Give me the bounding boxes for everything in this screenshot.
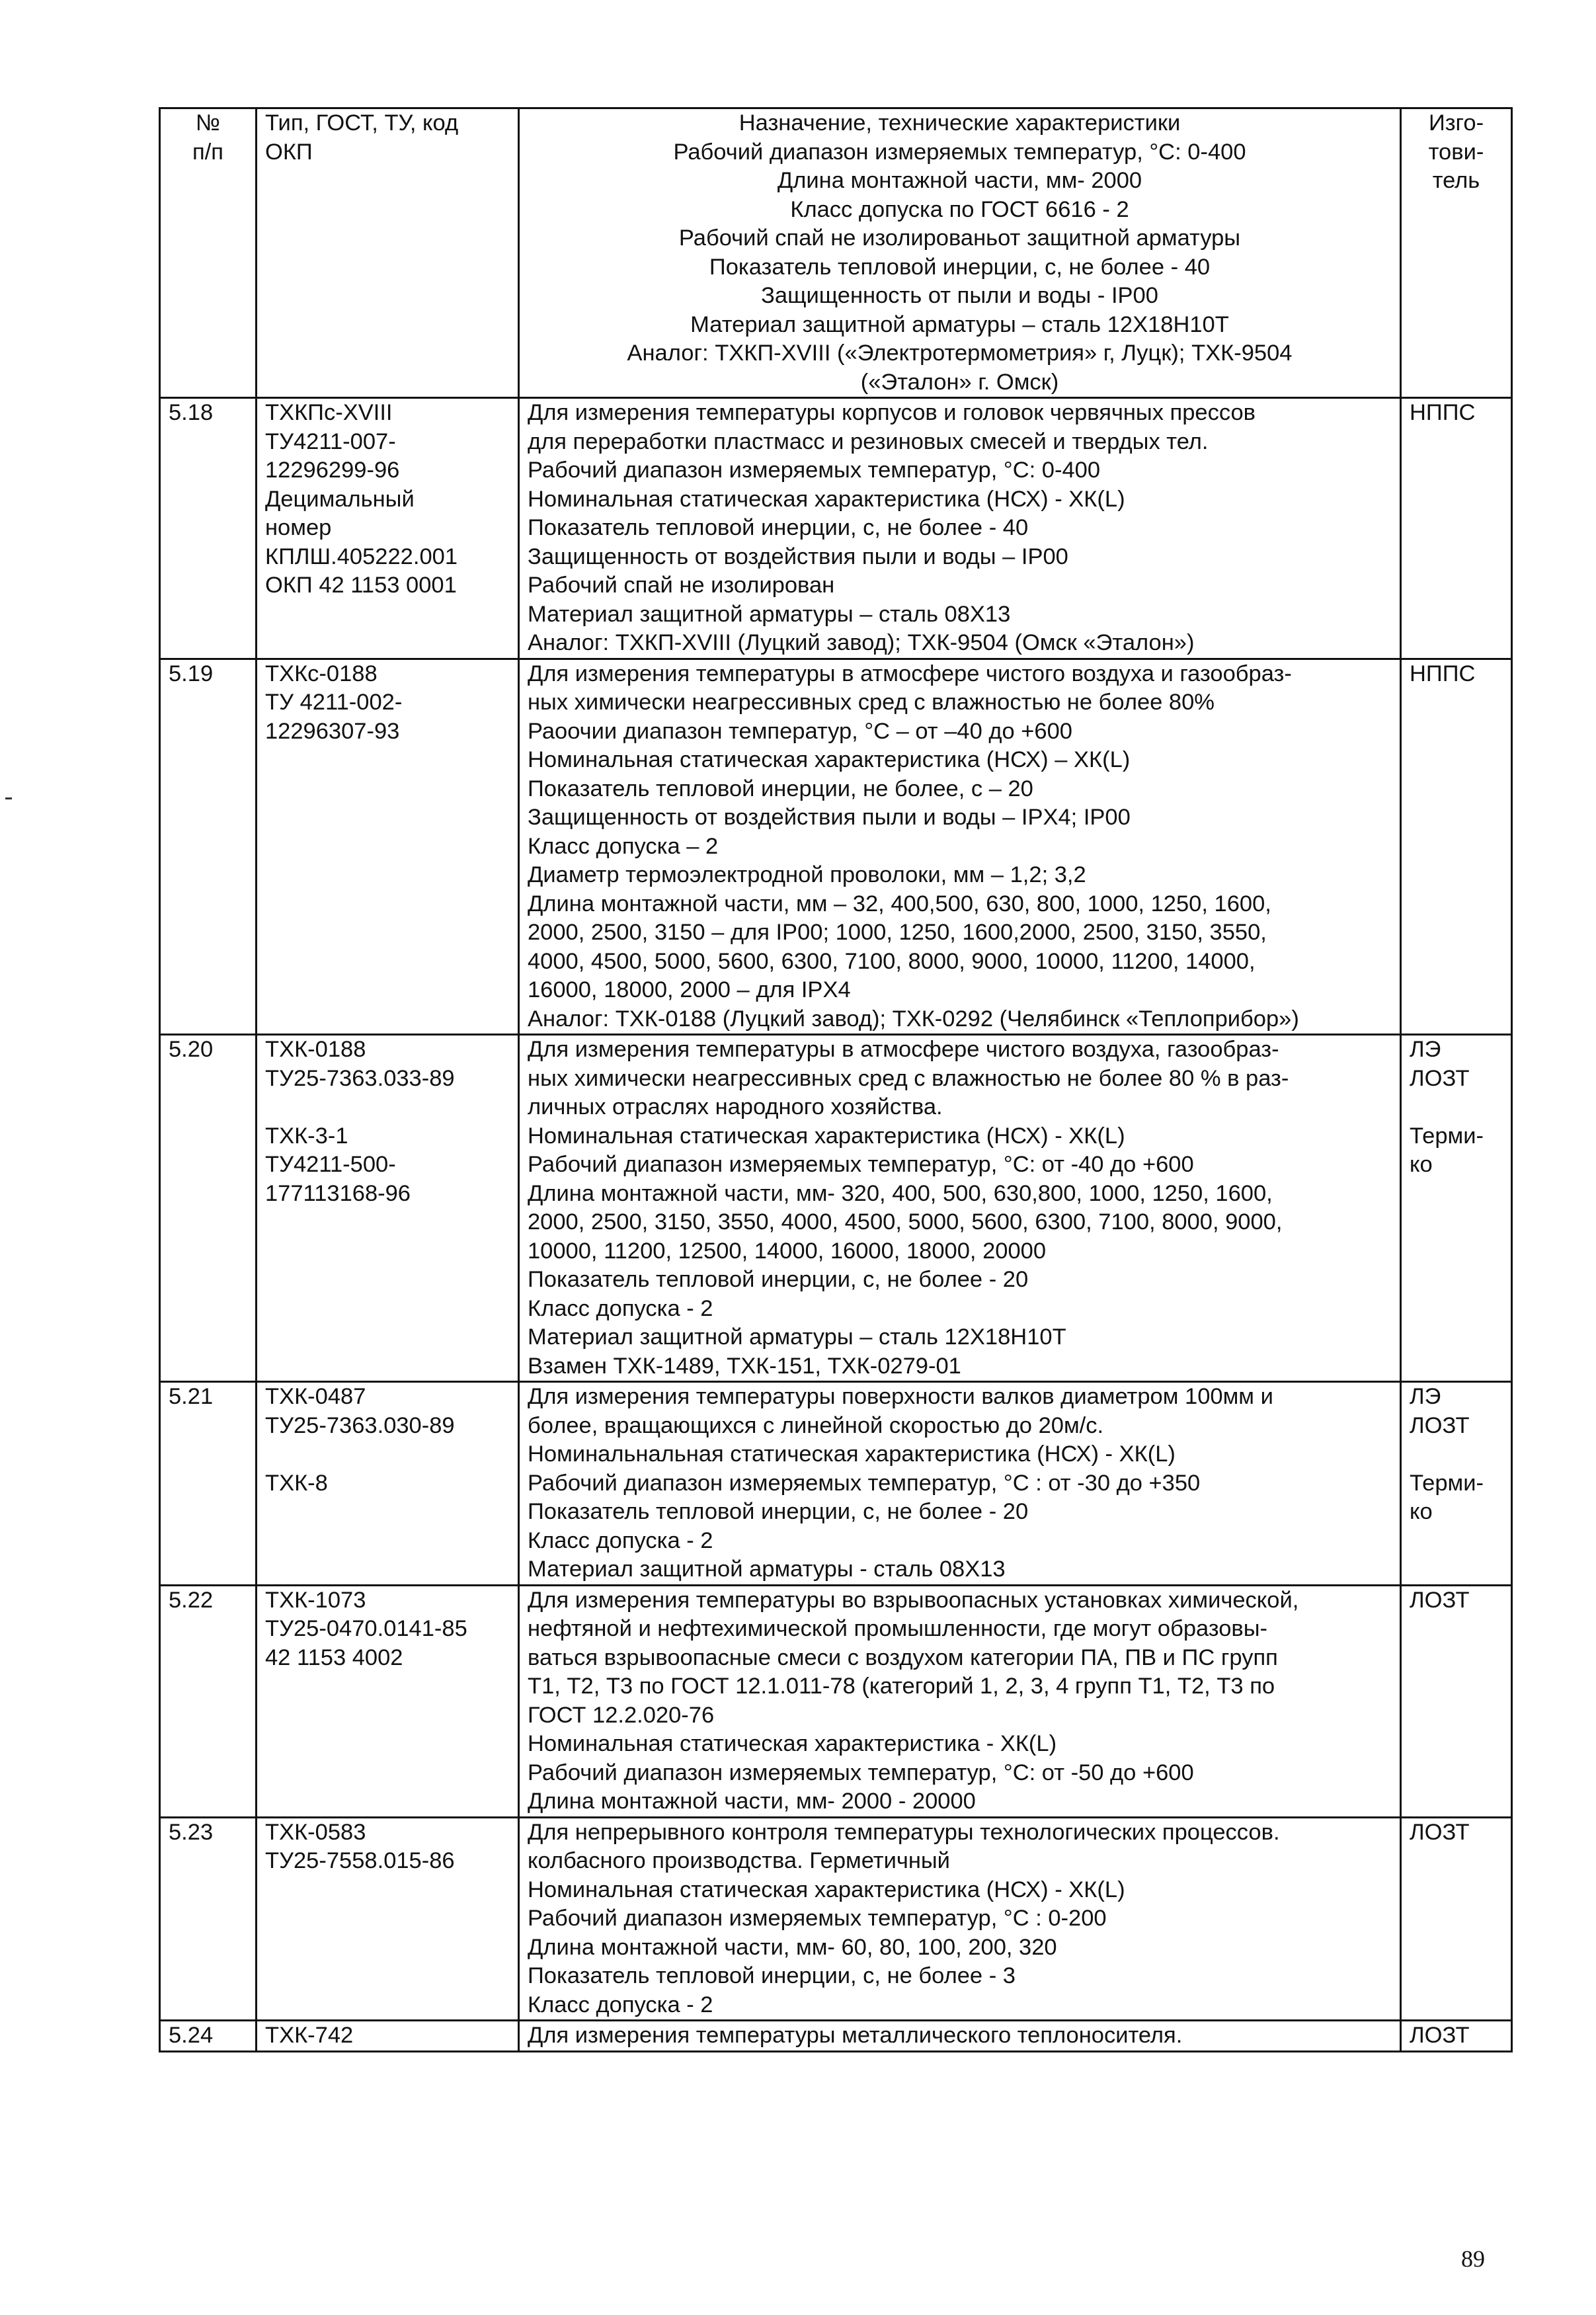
desc-line: Для измерения температуры поверхности валков диаметром 100мм и [528,1384,1273,1409]
table-row [160,1382,1512,1586]
row-number: 5.18 [160,398,257,659]
desc-line: Класс допуска по ГОСТ 6616 - 2 [790,196,1129,222]
desc-line: Аналог: ТХКП-XVIII («Электротермометрия» г, Луцк); ТХК-9504 [627,341,1293,366]
desc-line: Номинальная статическая характеристика (НСХ) - ХК(L) [528,1123,1125,1149]
header-type-line: Тип, ГОСТ, ТУ, код [265,110,459,136]
desc-line: Защищенность от пыли и воды - IP00 [761,283,1158,308]
desc-line: Показатель тепловой инерции, с, не более - 40 [528,515,1029,540]
desc-line: Для измерения температуры в атмосфере чистого воздуха, газообраз- [528,1037,1279,1062]
spec-table [159,107,1513,2052]
header-desc-line: Назначение, технические характеристики [738,110,1181,136]
type-line: 177113168-96 [265,1180,411,1206]
desc-line: Показатель тепловой инерции, с, не более - 3 [528,1963,1016,1988]
desc-line: 4000, 4500, 5000, 5600, 6300, 7100, 8000, 9000, 10000, 11200, 14000, [528,948,1256,974]
header-num [160,108,257,398]
desc-line: Рабочий диапазон измеряемых температур, °С: 0-400 [673,139,1246,165]
row-description [519,1817,1401,2021]
desc-line: Рабочий диапазон измеряемых температур, °С: от -40 до +600 [528,1152,1194,1177]
row-description [519,398,1401,659]
type-line: ТХК-1073 [265,1587,366,1613]
type-line: ТУ4211-500- [265,1152,396,1177]
row-manufacturer [1401,1585,1512,1817]
table-row [160,659,1512,1035]
desc-line: ваться взрывоопасные смеси с воздухом категории ПА, ПВ и ПС групп [528,1645,1278,1670]
type-line: ТХК-0487 [265,1384,366,1409]
desc-line: Номинальная статическая характеристика - ХК(L) [528,1731,1057,1756]
header-mfr-line: тель [1432,168,1480,193]
line-gap [1410,1440,1503,1469]
mfr-line: ко [1410,1499,1433,1524]
desc-line: 2000, 2500, 3150 – для IP00; 1000, 1250, 1600,2000, 2500, 3150, 3550, [528,920,1267,945]
type-line: ТХК-0583 [265,1819,366,1845]
desc-line: Показатель тепловой инерции, с, не более - 20 [528,1267,1029,1292]
desc-line: Рабочий спай не изолированьот защитной арматуры [678,225,1241,251]
type-line: ТУ25-7363.033-89 [265,1065,455,1091]
page-number: 89 [1461,2246,1485,2272]
row-description [519,659,1401,1035]
desc-line: Длина монтажной части, мм – 32, 400,500, 630, 800, 1000, 1250, 1600, [528,891,1271,916]
header-mfr [1401,108,1512,398]
desc-line: Рабочий спай не изолирован [528,573,835,598]
desc-line: Класс допуска - 2 [528,1295,713,1321]
desc-line: более, вращающихся с линейной скоростью до 20м/с. [528,1412,1104,1438]
row-type [257,1585,519,1817]
desc-line: 2000, 2500, 3150, 3550, 4000, 4500, 5000, 5600, 6300, 7100, 8000, 9000, [528,1209,1283,1235]
desc-line: Взамен ТХК-1489, ТХК-151, ТХК-0279-01 [528,1353,961,1379]
spec-table-container [159,107,1511,2052]
type-line: Децимальный [265,486,415,512]
line-gap [265,1093,510,1122]
desc-line: Раоочии диапазон температур, °С – от –40 до +600 [528,718,1072,744]
type-line: ТХК-742 [265,2023,354,2048]
desc-line: Длина монтажной части, мм- 2000 [777,168,1142,193]
mfr-line: ЛОЗТ [1410,1587,1470,1613]
desc-line: Материал защитной арматуры – сталь 08Х13 [528,601,1011,627]
line-gap [265,1440,510,1469]
desc-line: Длина монтажной части, мм- 2000 - 20000 [528,1789,976,1814]
header-num-line: п/п [192,139,223,165]
desc-line: ных химически неагрессивных сред с влажностью не более 80 % в раз- [528,1065,1289,1091]
desc-line: личных отраслях народного хозяйства. [528,1094,943,1119]
table-row [160,2021,1512,2052]
table-row [160,1035,1512,1382]
desc-line: нефтяной и нефтехимической промышленности, где могут образовы- [528,1616,1268,1641]
mfr-line: ко [1410,1152,1433,1177]
header-mfr-line: тови- [1428,139,1484,165]
row-description [519,1382,1401,1586]
type-line: ТУ25-7558.015-86 [265,1848,455,1873]
desc-line: Номинальная статическая характеристика (НСХ) - ХК(L) [528,486,1125,512]
type-line: 42 1153 4002 [265,1645,403,1670]
row-manufacturer [1401,1035,1512,1382]
header-num-line: № [195,110,220,136]
desc-line: Для непрерывного контроля температуры технологических процессов. [528,1819,1280,1845]
row-number: 5.19 [160,659,257,1035]
type-line: ТУ 4211-002- [265,690,403,715]
desc-line: Для измерения температуры в атмосфере чистого воздуха и газообраз- [528,661,1292,686]
row-type [257,659,519,1035]
type-line: ОКП 42 1153 0001 [265,573,457,598]
row-manufacturer [1401,1382,1512,1586]
row-number: 5.21 [160,1382,257,1586]
mfr-line: ЛОЗТ [1410,1065,1470,1091]
header-type [257,108,519,398]
spec-table-body [160,108,1512,2052]
row-manufacturer [1401,1817,1512,2021]
row-description [519,2021,1401,2052]
desc-line: Рабочий диапазон измеряемых температур, °С: от -50 до +600 [528,1760,1194,1785]
desc-line: Защищенность от воздействия пыли и воды – IP00 [528,544,1068,569]
row-description [519,1035,1401,1382]
desc-line: Аналог: ТХК-0188 (Луцкий завод); ТХК-0292 (Челябинск «Теплоприбор») [528,1006,1299,1032]
desc-line: Номинальная статическая характеристика (НСХ) - ХК(L) [528,1877,1125,1902]
desc-line: Материал защитной арматуры - сталь 08Х13 [528,1557,1006,1582]
desc-line: Номинальная статическая характеристика (НСХ) – ХК(L) [528,747,1131,772]
desc-line: Рабочий диапазон измеряемых температур, °С : от -30 до +350 [528,1470,1201,1496]
desc-line: 16000, 18000, 2000 – для IPX4 [528,977,851,1002]
row-type [257,1382,519,1586]
desc-line: Т1, Т2, Т3 по ГОСТ 12.1.011-78 (категорий 1, 2, 3, 4 групп Т1, Т2, Т3 по [528,1674,1275,1699]
type-line: ТХК-3-1 [265,1123,348,1149]
desc-line: Для измерения температуры во взрывоопасных установках химической, [528,1587,1299,1613]
desc-line: Материал защитной арматуры – сталь 12Х18Н10Т [690,311,1229,337]
mfr-line: ЛОЗТ [1410,1412,1470,1438]
row-type [257,1035,519,1382]
table-row [160,1817,1512,2021]
desc-line: Показатель тепловой инерции, с, не более - 20 [528,1499,1029,1524]
table-row [160,1585,1512,1817]
type-line: номер [265,515,332,540]
desc-line: Диаметр термоэлектродной проволоки, мм – 1,2; 3,2 [528,862,1086,887]
desc-line: Класс допуска – 2 [528,833,719,859]
row-number: 5.24 [160,2021,257,2052]
header-type-line: ОКП [265,139,313,165]
desc-line: Рабочий диапазон измеряемых температур, °С : 0-200 [528,1906,1107,1931]
mfr-line: ЛОЗТ [1410,1819,1470,1845]
header-desc [519,108,1401,398]
line-gap [1410,1093,1503,1122]
mfr-line: НППС [1410,400,1476,425]
desc-line: 10000, 11200, 12500, 14000, 16000, 18000, 20000 [528,1238,1047,1264]
table-header-row [160,108,1512,398]
desc-line: Показатель тепловой инерции, не более, с – 20 [528,776,1033,801]
row-number: 5.22 [160,1585,257,1817]
type-line: ТХК-0188 [265,1037,366,1062]
row-description [519,1585,1401,1817]
mfr-line: Терми- [1410,1470,1484,1496]
row-number: 5.20 [160,1035,257,1382]
desc-line: Материал защитной арматуры – сталь 12Х18Н10Т [528,1324,1066,1350]
table-row [160,398,1512,659]
desc-line: для переработки пластмасс и резиновых смесей и твердых тел. [528,428,1209,454]
desc-line: Длина монтажной части, мм- 60, 80, 100, 200, 320 [528,1934,1057,1960]
margin-mark [5,797,12,799]
header-mfr-line: Изго- [1428,110,1484,136]
desc-line: Длина монтажной части, мм- 320, 400, 500, 630,800, 1000, 1250, 1600, [528,1180,1273,1206]
desc-line: Класс допуска - 2 [528,1992,713,2017]
mfr-line: ЛЭ [1410,1384,1441,1409]
mfr-line: ЛЭ [1410,1037,1441,1062]
type-line: ТУ25-7363.030-89 [265,1412,455,1438]
row-type [257,2021,519,2052]
row-manufacturer [1401,398,1512,659]
type-line: 12296307-93 [265,718,400,744]
desc-line: ГОСТ 12.2.020-76 [528,1702,715,1728]
desc-line: Защищенность от воздействия пыли и воды – IPX4; IP00 [528,805,1131,830]
row-number: 5.23 [160,1817,257,2021]
row-type [257,1817,519,2021]
type-line: ТУ25-0470.0141-85 [265,1616,467,1641]
mfr-line: ЛОЗТ [1410,2023,1470,2048]
desc-line: Аналог: ТХКП-XVIII (Луцкий завод); ТХК-9504 (Омск «Эталон») [528,630,1195,655]
mfr-line: Терми- [1410,1123,1484,1149]
desc-line: Для измерения температуры металлического теплоносителя. [528,2023,1183,2048]
desc-line: Класс допуска - 2 [528,1527,713,1553]
desc-line: ных химически неагрессивных сред с влажностью не более 80% [528,690,1215,715]
desc-line: Показатель тепловой инерции, с, не более - 40 [709,254,1211,280]
type-line: ТХКс-0188 [265,661,378,686]
desc-line: («Эталон» г. Омск) [860,369,1059,395]
desc-line: Рабочий диапазон измеряемых температур, °С: 0-400 [528,458,1101,483]
mfr-line: НППС [1410,661,1476,686]
desc-line: Для измерения температуры корпусов и головок червячных прессов [528,400,1256,425]
type-line: ТХК-8 [265,1470,328,1496]
row-manufacturer [1401,659,1512,1035]
row-manufacturer [1401,2021,1512,2052]
type-line: ТХКПс-XVIII [265,400,393,425]
row-type [257,398,519,659]
type-line: 12296299-96 [265,458,400,483]
type-line: ТУ4211-007- [265,428,396,454]
desc-line: Номинальнальная статическая характеристика (НСХ) - ХК(L) [528,1442,1176,1467]
desc-line: колбасного производства. Герметичный [528,1848,950,1873]
type-line: КПЛШ.405222.001 [265,544,458,569]
